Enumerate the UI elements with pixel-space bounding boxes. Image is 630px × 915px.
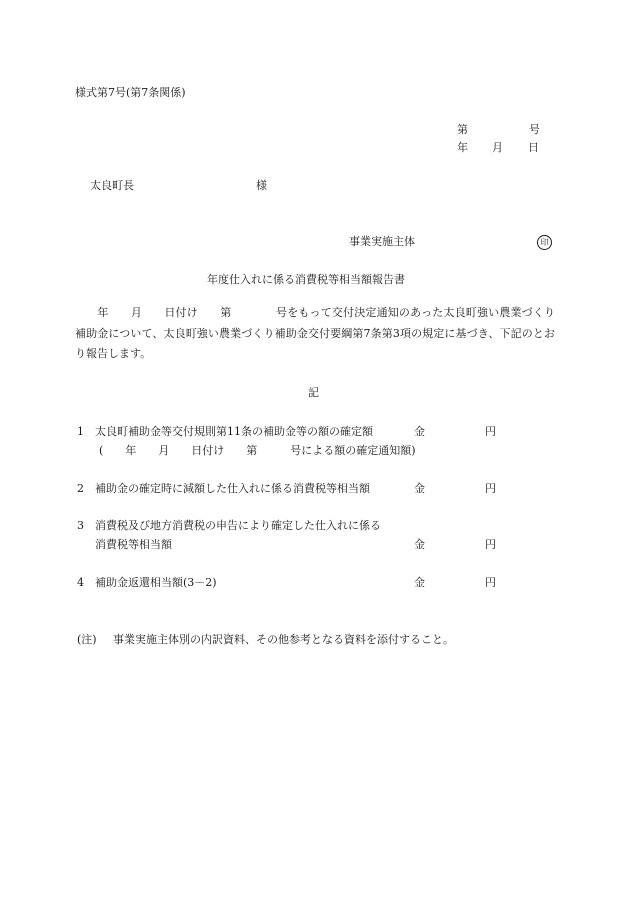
item-2-text: 補助金の確定時に減額した仕入れに係る消費税等相当額: [95, 482, 370, 495]
item-1-number: 1: [77, 425, 84, 438]
number-go: 号: [529, 123, 540, 136]
item-3-text: 消費税及び地方消費税の申告により確定した仕入れに係る: [95, 519, 381, 532]
form-label: 様式第7号(第7条関係): [75, 86, 186, 99]
item-1-text: 太良町補助金等交付規則第11条の補助金等の額の確定額: [95, 425, 373, 438]
ki-heading: 記: [308, 386, 319, 399]
seal-mark: 印: [537, 235, 552, 250]
item-4-text: 補助金返還相当額(3－2): [95, 576, 217, 589]
date-month: 月: [492, 141, 503, 154]
note-text: 事業実施主体別の内訳資料、その他参考となる資料を添付すること。: [113, 633, 454, 646]
item-2-kin: 金: [414, 482, 425, 495]
date-day: 日: [528, 141, 539, 154]
item-2-number: 2: [77, 482, 84, 495]
item-3-kin: 金: [414, 538, 425, 551]
item-2-en: 円: [485, 482, 496, 495]
date-year: 年: [457, 141, 468, 154]
item-3-number: 3: [77, 519, 84, 532]
addressee-name: 太良町長: [90, 179, 134, 192]
addressee-sama: 様: [256, 179, 267, 192]
item-3-text-line2: 消費税等相当額: [95, 538, 172, 551]
item-3-en: 円: [485, 538, 496, 551]
document-title: 年度仕入れに係る消費税等相当額報告書: [207, 273, 405, 286]
item-4-number: 4: [77, 576, 84, 589]
item-1-en: 円: [485, 425, 496, 438]
number-dai: 第: [457, 123, 468, 136]
item-4-en: 円: [485, 576, 496, 589]
item-4-kin: 金: [414, 576, 425, 589]
applicant-label: 事業実施主体: [349, 235, 415, 248]
item-1-kin: 金: [414, 425, 425, 438]
item-1-subnote: ( 年 月 日付け 第 号による額の確定通知額): [99, 444, 416, 457]
note-label: (注): [77, 633, 97, 646]
body-paragraph: 年 月 日付け 第 号をもって交付決定通知のあった太良町強い農業づくり補助金について、太良町強い農業づくり補助金交付要綱第7条第3項の規定に基づき、下記のとおり報告します。: [75, 306, 555, 360]
